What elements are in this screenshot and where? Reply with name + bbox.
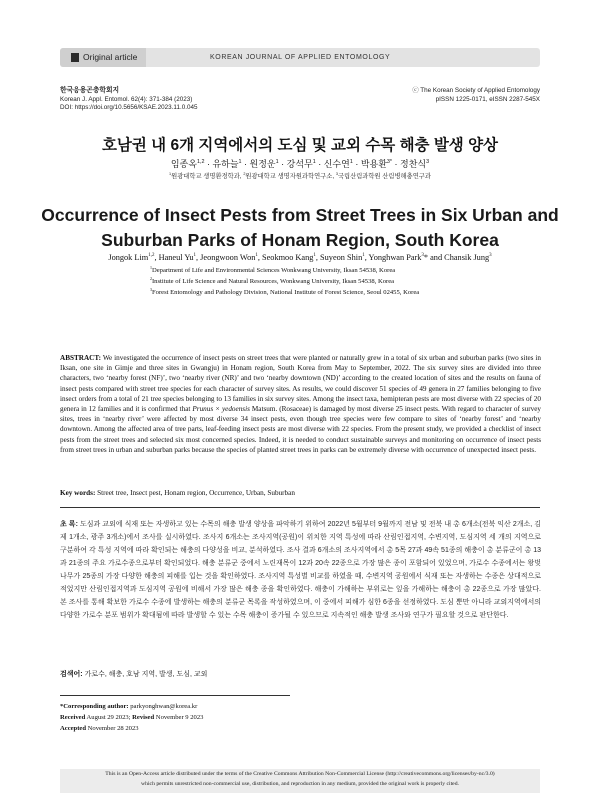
title-english [0, 203, 600, 253]
doi[interactable]: DOI: https://doi.org/10.5656/KSAE.2023.11.0.045 [60, 104, 198, 112]
issn: pISSN 1225-0171, eISSN 2287-545X [435, 95, 540, 103]
authors-english: Jongok Lim$^{1,2}$, Haneul Yu$^1$, Jeongwoon Won$^1$, Seokmoo Kang$^1$, Suyeon Shin$^1$, Yonghwan Park$^3$* and Chansik Jung$^3$ [108, 253, 492, 262]
footnote-divider [60, 695, 290, 696]
corresponding-author [60, 701, 203, 712]
journal-name-ko: 한국응용곤충학회지 [60, 87, 120, 94]
correspondence-block [60, 701, 203, 734]
copyright-block [412, 87, 540, 104]
abstract-english [60, 353, 541, 455]
abstract-text: We investigated the occurrence of insect pests on street trees that were planted or naturally grew in a total of six urban and suburban parks (two sites in Iksan, one site in Gimje and three sites in Gwangju) in Honam region, South Korea from May to September, 2022. The six survey sites are divided into three characters, two ‘nearby forest (NF)’, two ‘nearby river (NR)’ and two ‘nearby downtown (ND)’ according to the created location of sites and the results on fauna of insect pests compared with street tree species for each character of survey sites. As results, we could discover 51 species of 49 genera in 27 families belonging to five insect orders from a total of 21 tree species belonging to 13 families in six survey sites. Among the insect taxa, hemipteran pests are most diverse with 22 species of 20 genera in 12 families and it is confirmed that [60, 354, 541, 414]
authors-korean: 임종옥$^{1,2}$ · 유하늘$^1$ · 원정운$^1$ · 강석무$^1$ · 신수연$^1$ · 박용환$^{3*}$ · 정찬식$^3$ [170, 159, 430, 169]
license-box [60, 769, 540, 793]
copyright: ⓒ The Korean Society of Applied Entomology [412, 87, 540, 94]
abstract-label: ABSTRACT: [60, 354, 102, 362]
revised-label: Revised [132, 714, 155, 721]
abstract-text: Matsum. (Rosaceae) is damaged by most diverse 25 insect pests. With regard to character of survey sites, trees in ‘nearby river’ were affected by most diverse 34 insect pests, even though tree species were few compare to sites of ‘nearby forest’ and ‘nearby downtown. Among the affected area of tree parts, leaf-feeding insect pests are most diverse with 22 species. From the present study, we provided a checklist of insect pests from the street trees and selected six most concerned species. Indeed, it is needed to conduct sustainable surveys and monitoring on occurrence of insect pests from street trees in urban and suburban parks because the species of planted street trees in parks can be extremely diverse with occurrence of unexpected insect pests. [60, 405, 542, 454]
keywords-english [60, 489, 540, 497]
keywords-text: Street tree, Insect pest, Honam region, Occurrence, Urban, Suburban [95, 489, 295, 497]
affiliations-korean: $^1$원광대학교 생명환경학과, $^2$원광대학교 생명자원과학연구소, $^3$국립산림과학원 산림병해충연구과 [169, 171, 431, 180]
received-date: August 29 2023; [85, 714, 133, 721]
abstract-korean [60, 518, 541, 622]
received-label: Received [60, 714, 86, 721]
corresponding-email[interactable]: parkyonghwan@korea.kr [128, 703, 198, 710]
affiliation-item: $^3$Forest Entomology and Pathology Division, National Institute of Forest Science, Seoul 02455, Korea [150, 286, 420, 296]
journal-citation: Korean J. Appl. Entomol. 62(4): 371-384 (2023) [60, 95, 193, 103]
affiliation-item: $^2$Institute of Life Science and Natural Resources, Wonkwang University, Iksan 54538, Korea [150, 275, 395, 285]
title-english-line: Suburban Parks of Honam Region, South Korea [101, 230, 499, 250]
abstract-ko-label: 초 록: [60, 521, 78, 528]
affiliation-item: $^1$Department of Life and Environmental Sciences Wonkwang University, Iksan 54538, Korea [150, 264, 396, 274]
license-line: This is an Open-Access article distributed under the terms of the Creative Commons Attribution Non-Commercial License (http://creativecommons.org/licenses/by-nc/3.0) [105, 771, 495, 777]
keywords-label: Key words: [60, 489, 96, 497]
article-type-tag: Original article [60, 48, 146, 67]
accepted-line [60, 723, 203, 734]
license-line: which permits unrestricted non-commercial use, distribution, and reproduction in any medium, provided the original work is properly cited. [141, 781, 459, 787]
corresponding-label: *Corresponding author: [60, 703, 129, 710]
citation-block [60, 87, 197, 113]
keywords-ko-label: 검색어: [60, 671, 83, 678]
revised-date: November 9 2023 [154, 714, 204, 721]
title-english-line: Occurrence of Insect Pests from Street Trees in Six Urban and [41, 205, 559, 225]
species-name: Prunus × yedoensis [192, 405, 250, 414]
journal-banner: KOREAN JOURNAL OF APPLIED ENTOMOLOGY [210, 54, 391, 61]
abstract-ko-text: 도심과 교외에 식재 또는 자생하고 있는 수목의 해충 발생 양상을 파악하기 위하여 2022년 5월부터 9월까지 전남 및 전북 내 총 6개소(전북 익산 2개소, 김제 1개소, 광주 3개소)에서 조사를 실시하였다. 조사지 6개소는 조사지역(공원)이 위치한 지역 특성에 따라 산림인접지역, 수변지역, 도심지역 세 개의 지역으로 구분하여 각 특성 지역에 따라 확인되는 해충의 다양성을 비교, 분석하였다. 조사 결과 6개소의 조사지역에서 총 5목 27과 49속 51종의 해충이 총 분류군이 총 13과 21종의 주요 가로수종으로부터 확인되었다. 해충 분류군 중에서 노린재목이 12과 20속 22종으로 가장 많은 종이 포함되어 있었으며, 가로수 수종에서는 왕벚나무가 25종의 가장 다양한 해충의 피해를 입는 것을 확인하였다. 조사지역 특성별 비교를 하였을 때, 수변지역 공원에서 식재 또는 자생하는 수종은 상대적으로 적었지만 산림인접지역과 도심지역 공원에 비해서 가장 많은 해충 종을 확인하였다. 해충이 가해하는 부위로는 잎을 가해하는 해충이 총 22종으로 가장 많았다. 본 조사를 통해 확보한 가로수 수종에 발생하는 해충의 분류군 목록을 작성하였으며, 이 중에서 피해가 심한 6종을 선정하였다. 도심 뿐만 아니라 교외지역에서의 다양한 가로수 분포 범위가 확대됨에 따라 발생할 수 있는 수목 해충이 증가될 수 있으므로 지속적인 해충 발생 조사와 연구가 필요할 것으로 판단한다. [60, 521, 541, 619]
keywords-ko-text: 가로수, 해충, 호남 지역, 발생, 도심, 교외 [82, 671, 208, 678]
section-divider [60, 507, 540, 508]
accepted-label: Accepted [60, 725, 86, 732]
journal-header-bar [60, 48, 540, 67]
affiliations-english [150, 265, 419, 298]
keywords-korean [60, 669, 207, 679]
dates-line [60, 712, 203, 723]
title-korean: 호남권 내 6개 지역에서의 도심 및 교외 수목 해충 발생 양상 [101, 137, 499, 154]
accepted-date: November 28 2023 [86, 725, 139, 732]
